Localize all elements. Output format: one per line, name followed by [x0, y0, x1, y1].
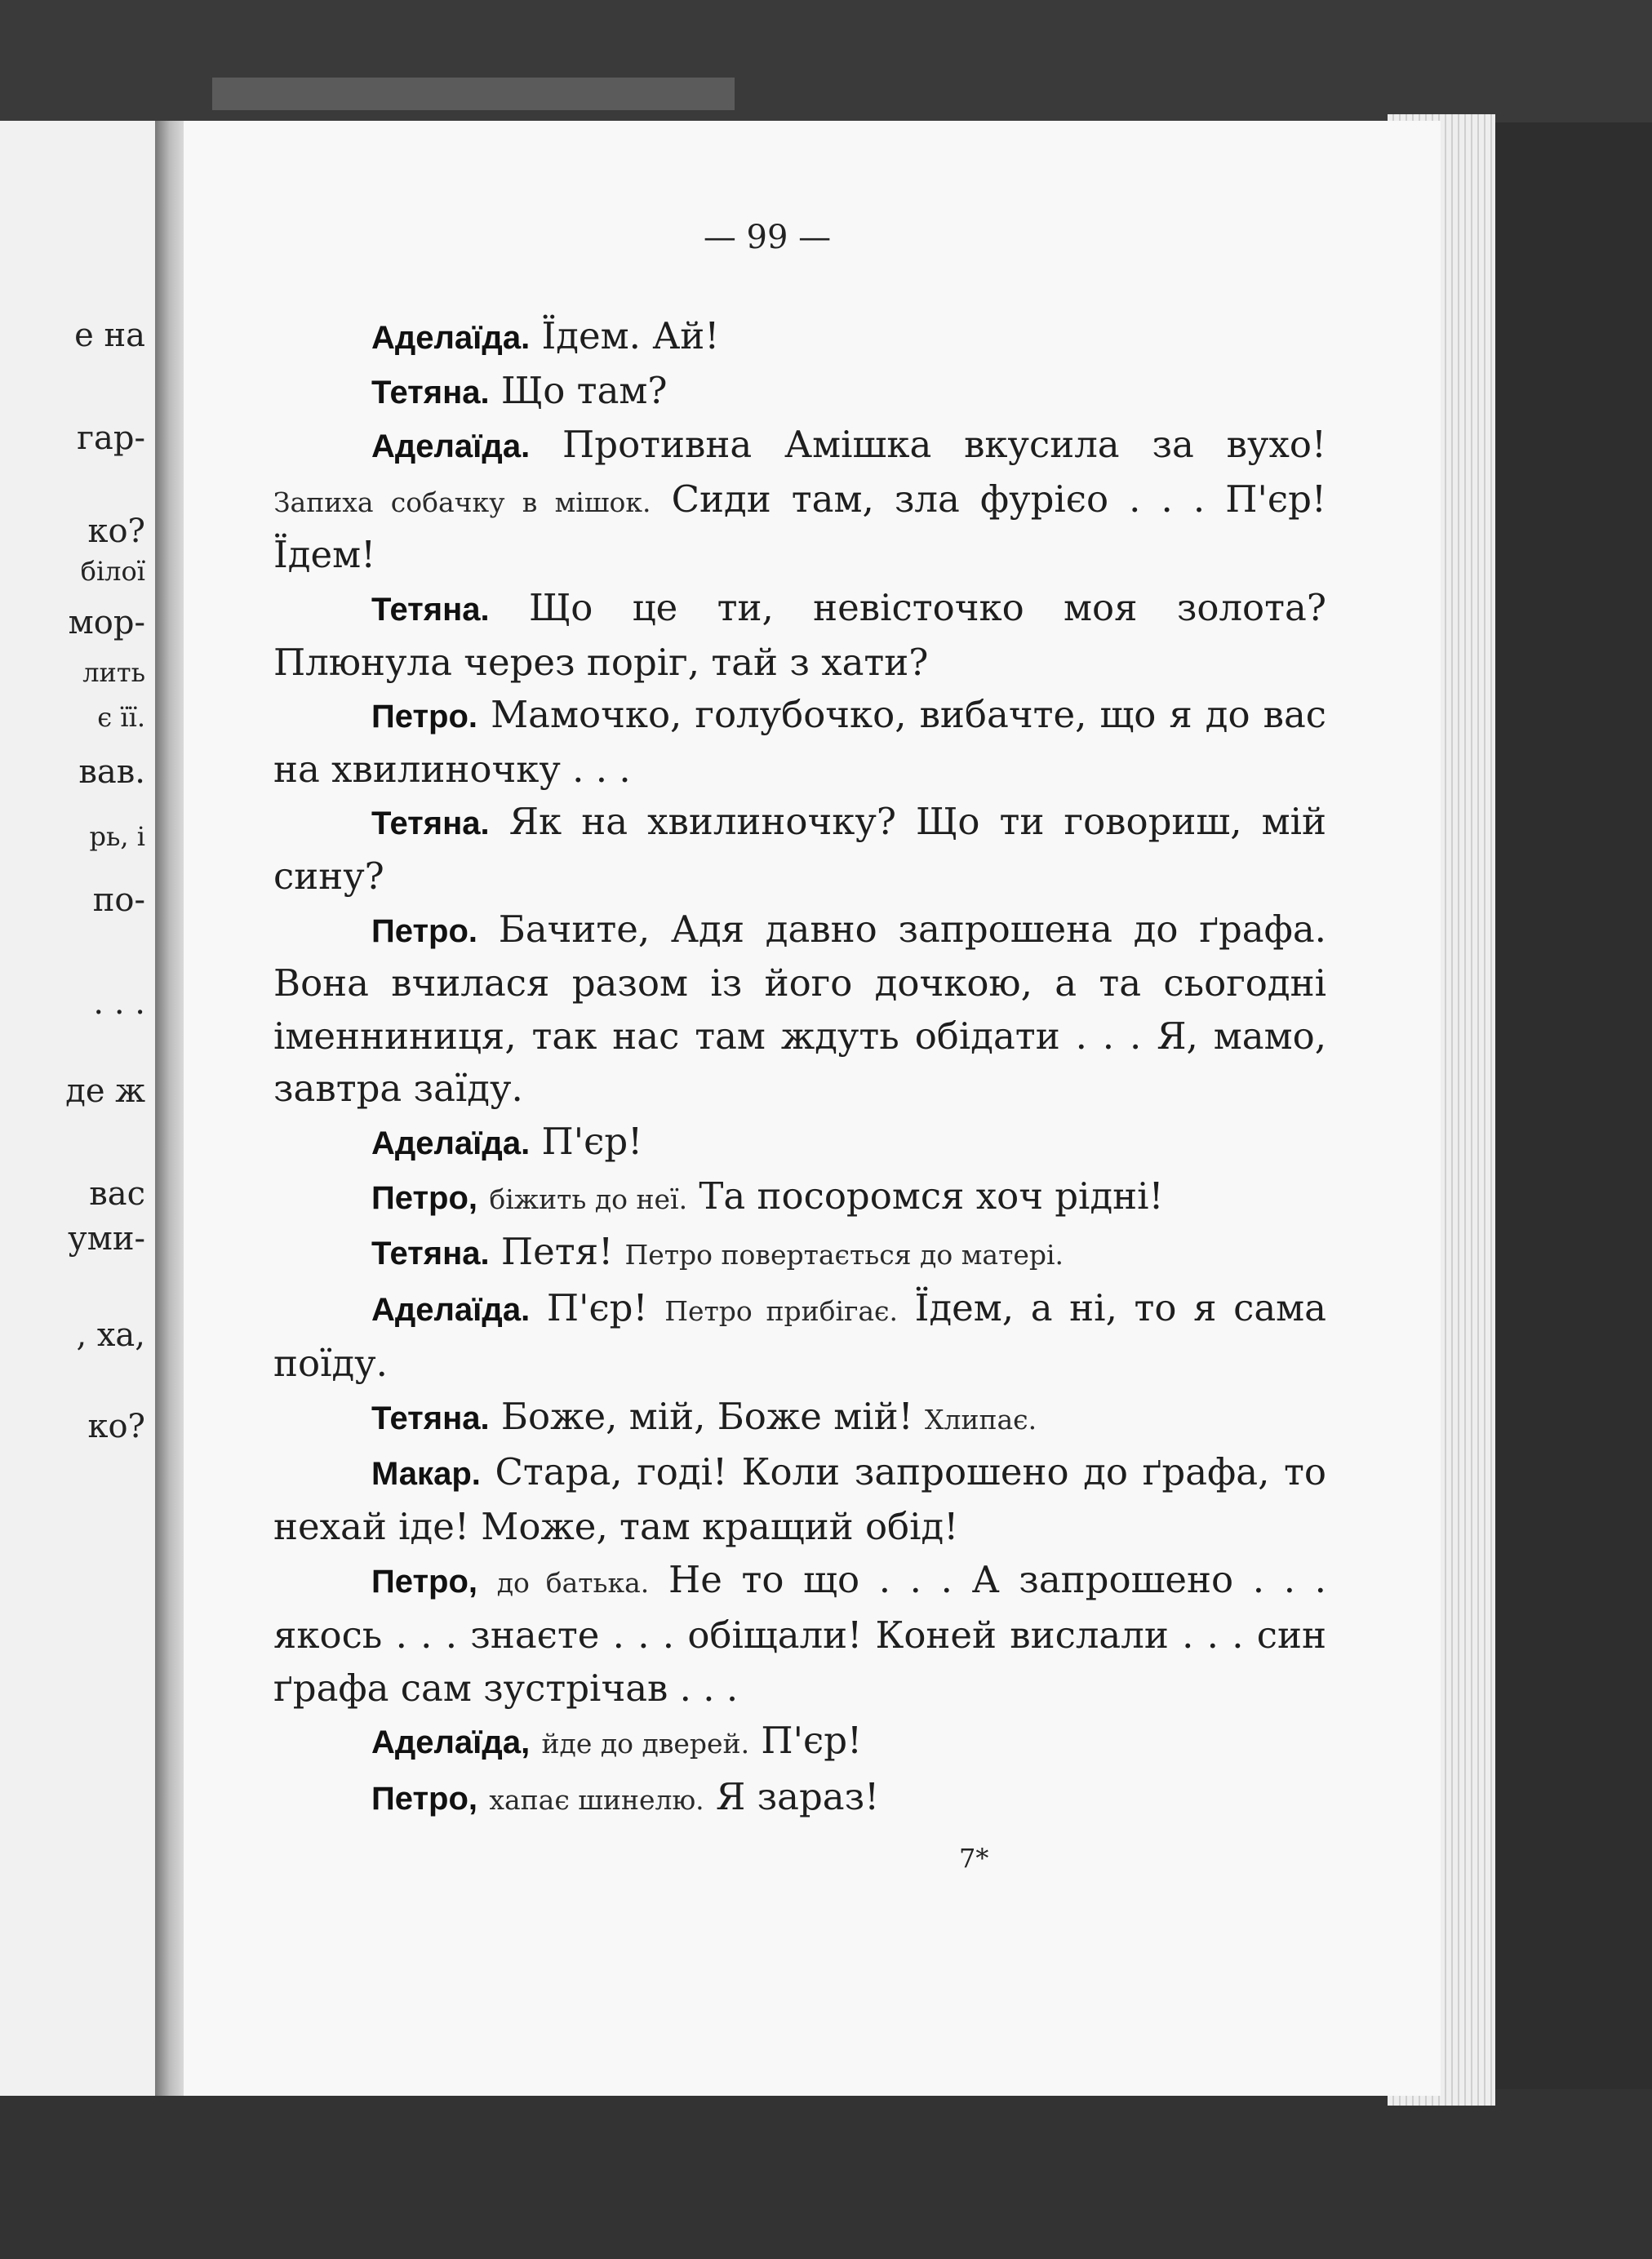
left-page-fragment: вас: [89, 1175, 145, 1213]
left-page-fragment: рь, і: [89, 821, 145, 852]
spoken-text: П'єр!: [761, 1719, 863, 1763]
left-page-fragment: є її.: [97, 702, 145, 733]
speaker-name: Петро.: [371, 699, 478, 735]
left-page-fragment: мор-: [68, 604, 145, 641]
dialogue-entry: [273, 1116, 1326, 1170]
left-page-fragment: білої: [80, 556, 145, 587]
dialogue-entry: [273, 365, 1326, 419]
dialogue-entry: [273, 903, 1326, 1116]
left-page-fragment: гар-: [77, 419, 145, 457]
dialogue-entry: [273, 310, 1326, 365]
stage-direction: Запиха собачку в мішок.: [273, 486, 651, 518]
speaker-name: Тетяна.: [371, 1236, 490, 1272]
spoken-text: Я зараз!: [715, 1775, 880, 1819]
speaker-name: Тетяна.: [371, 374, 490, 411]
book-spine: [155, 121, 188, 2096]
spoken-text: Боже, мій, Боже мій!: [500, 1394, 913, 1438]
signature-mark: 7*: [959, 1843, 989, 1874]
dialogue-entry: [273, 1446, 1326, 1553]
spoken-text: Мамочко, голубочко, вибачте, що я до вас на хвилиночку . . .: [273, 693, 1326, 791]
speaker-name: Тетяна.: [371, 591, 490, 628]
speaker-name: Аделаїда.: [371, 428, 531, 465]
spoken-text: П'єр!: [541, 1119, 643, 1163]
speaker-name: Аделаїда,: [371, 1724, 531, 1761]
left-page-fragment: . . .: [93, 984, 145, 1022]
dialogue-entry: [273, 1771, 1326, 1827]
spoken-text: Їдем, а ні, то я сама поїду.: [273, 1285, 1326, 1386]
left-page-fragment: ко?: [87, 513, 145, 550]
speaker-name: Петро,: [371, 1563, 478, 1600]
speaker-name: Тетяна.: [371, 1400, 490, 1436]
speaker-name: Аделаїда.: [371, 1125, 531, 1161]
dialogue-entry: [273, 796, 1326, 903]
speaker-name: Петро,: [371, 1179, 478, 1216]
stage-direction: хапає шинелю.: [489, 1784, 704, 1817]
spoken-text: Та посоромся хоч рідні!: [699, 1174, 1164, 1218]
spoken-text: Що там?: [500, 368, 668, 412]
speaker-name: Аделаїда.: [371, 1291, 531, 1328]
left-page-fragment: лить: [82, 657, 145, 688]
speaker-name: Петро,: [371, 1781, 478, 1817]
speaker-name: Тетяна.: [371, 806, 490, 842]
spoken-text: Петя!: [500, 1230, 614, 1274]
previous-page: [0, 121, 155, 2096]
spoken-text: Що це ти, невісточко моя золота? Плюнула через поріг, тай з хати?: [273, 585, 1326, 684]
left-page-fragment: уми-: [68, 1220, 145, 1258]
speaker-name: Макар.: [371, 1456, 481, 1493]
dialogue-entry: [273, 1554, 1326, 1715]
background-right: [1494, 122, 1652, 2089]
dialogue-entry: [273, 1282, 1326, 1391]
speaker-name: Аделаїда.: [371, 320, 531, 356]
stage-direction: Петро прибігає.: [664, 1294, 899, 1327]
dialogue-entry: [273, 689, 1326, 796]
spoken-text: Противна Амішка вкусила за вухо!: [562, 423, 1327, 467]
speaker-name: Петро.: [371, 912, 478, 949]
dialogue-entry: [273, 1226, 1326, 1282]
stage-direction: Петро повертається до матері.: [624, 1239, 1064, 1272]
page-number: — 99 —: [703, 219, 832, 256]
spoken-text: Їдем. Ай!: [541, 314, 720, 357]
left-page-fragment: , ха,: [76, 1316, 145, 1354]
stage-direction: йде до дверей.: [541, 1728, 750, 1760]
dialogue-text: [273, 310, 1326, 1827]
background-bottom: [0, 2089, 1652, 2259]
dialogue-entry: [273, 582, 1326, 689]
stage-direction: біжить до неї.: [489, 1183, 688, 1215]
left-page-fragment: е на: [74, 317, 145, 354]
stage-direction: до батька.: [496, 1566, 650, 1599]
dialogue-entry: [273, 419, 1326, 582]
dialogue-entry: [273, 1170, 1326, 1227]
spoken-text: Не то що . . . А запрошено . . . якось . . . знаєте . . . обіщали! Коней вислали . . . син ґрафа сам зустрічав . . .: [273, 1557, 1326, 1710]
spoken-text: Як на хвилиночку? Що ти говориш, мій сину?: [273, 800, 1326, 898]
dialogue-entry: [273, 1715, 1326, 1771]
book-page: [184, 121, 1441, 2096]
shelf-bar: [212, 78, 735, 110]
left-page-fragment: ко?: [87, 1408, 145, 1445]
spoken-text: Сиди там, зла фурієо . . . П'єр! Їдем!: [273, 477, 1326, 577]
stage-direction: Хлипає.: [925, 1403, 1037, 1436]
left-page-fragment: вав.: [78, 753, 145, 791]
left-page-fragment: по-: [92, 881, 145, 919]
dialogue-entry: [273, 1391, 1326, 1447]
spoken-text: П'єр!: [546, 1285, 648, 1329]
spoken-text: Бачите, Адя давно запрошена до ґрафа. Вона вчилася разом із його дочкою, а та сьогодні іменниниця, так нас там ждуть обідати . . . Я, мамо, завтра заїду.: [273, 907, 1326, 1111]
spoken-text: Стара, годі! Коли запрошено до ґрафа, то нехай іде! Може, там кращий обід!: [273, 1450, 1326, 1549]
left-page-fragment: де ж: [65, 1072, 145, 1110]
